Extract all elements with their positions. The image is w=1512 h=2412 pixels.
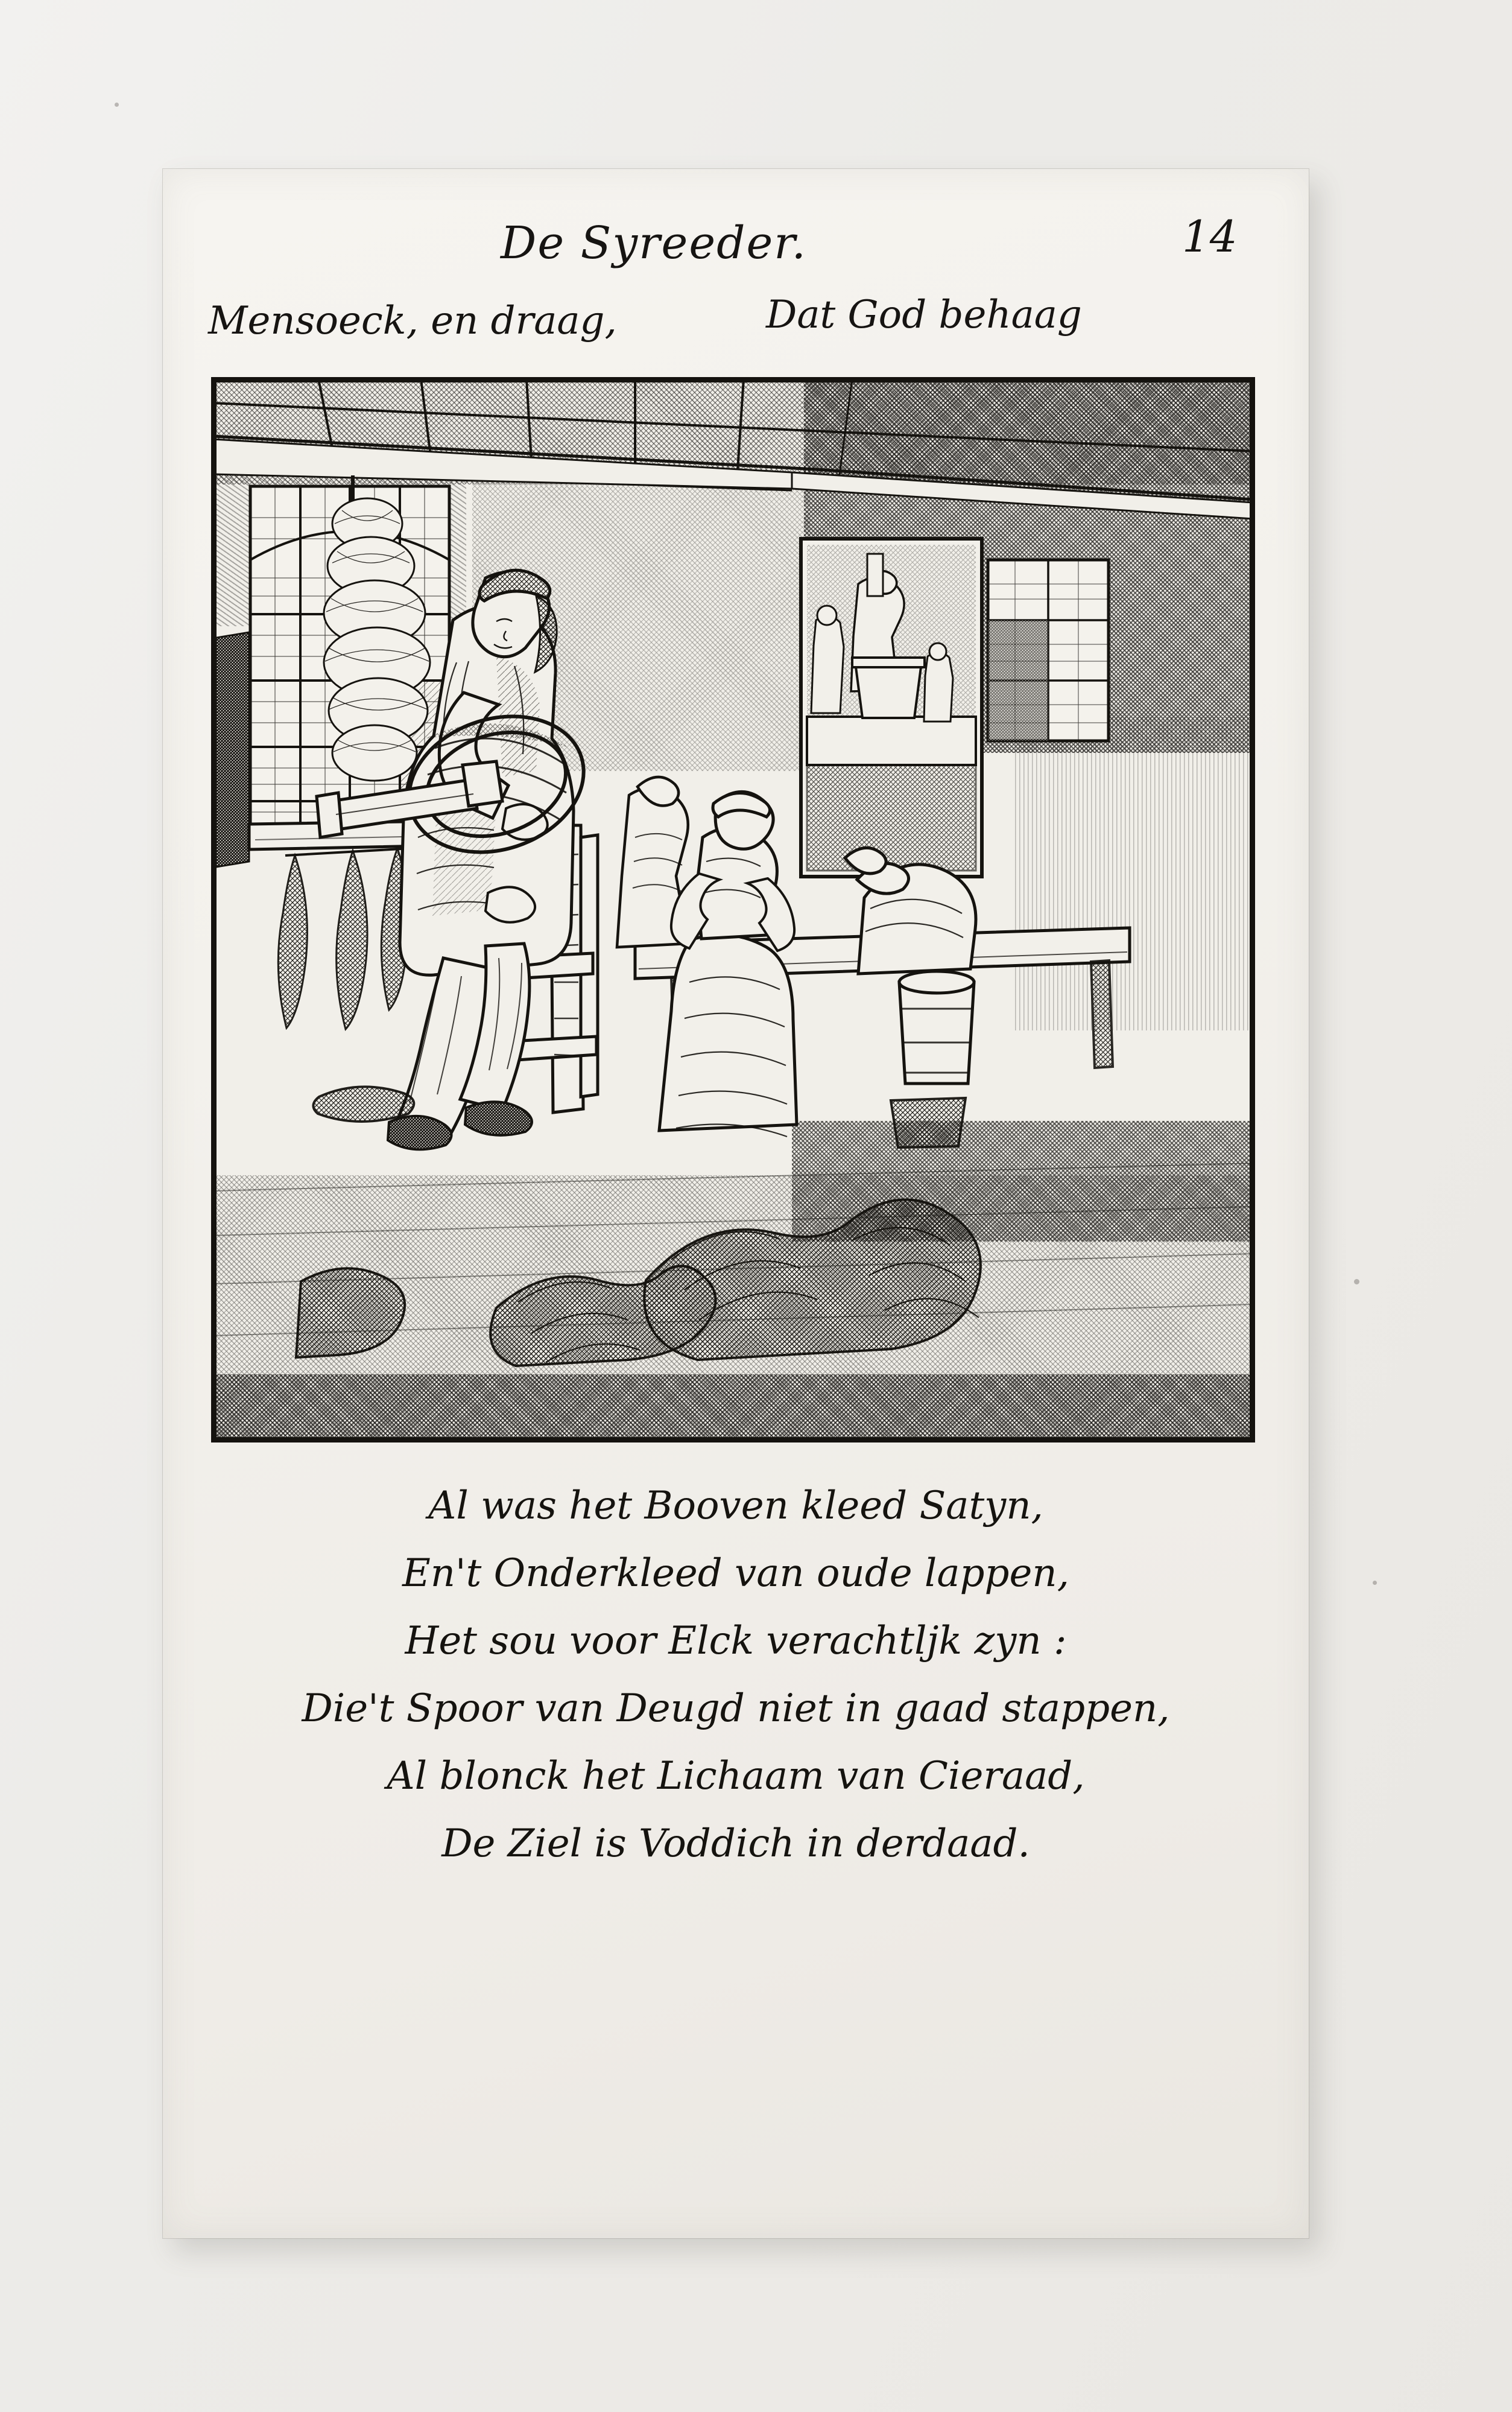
paper-speck	[1373, 1581, 1377, 1585]
workshop-interior-engraving	[211, 377, 1255, 1442]
motto-right: Dat God behaag	[766, 293, 1082, 337]
page-title: De Syreeder.	[501, 217, 808, 269]
plate-number: 14	[1182, 211, 1238, 262]
verse-line: Die't Spoor van Deugd niet in gaad stappen,	[302, 1686, 1170, 1731]
verse-line: En't Onderkleed van oude lappen,	[402, 1551, 1069, 1596]
verse-line: Het sou voor Elck verachtljk zyn :	[405, 1619, 1067, 1663]
verse-line: De Ziel is Voddich in derdaad.	[441, 1821, 1030, 1866]
verse-block	[163, 1472, 1309, 1877]
print-sheet	[163, 169, 1309, 2238]
engraving-linework	[213, 379, 1253, 1441]
verse-line: Al was het Booven kleed Satyn,	[428, 1484, 1043, 1528]
verse-line: Al blonck het Lichaam van Cieraad,	[387, 1754, 1085, 1798]
paper-speck	[1354, 1279, 1359, 1284]
paper-speck	[115, 103, 119, 107]
motto-left: Mensoeck, en draag,	[208, 299, 617, 343]
